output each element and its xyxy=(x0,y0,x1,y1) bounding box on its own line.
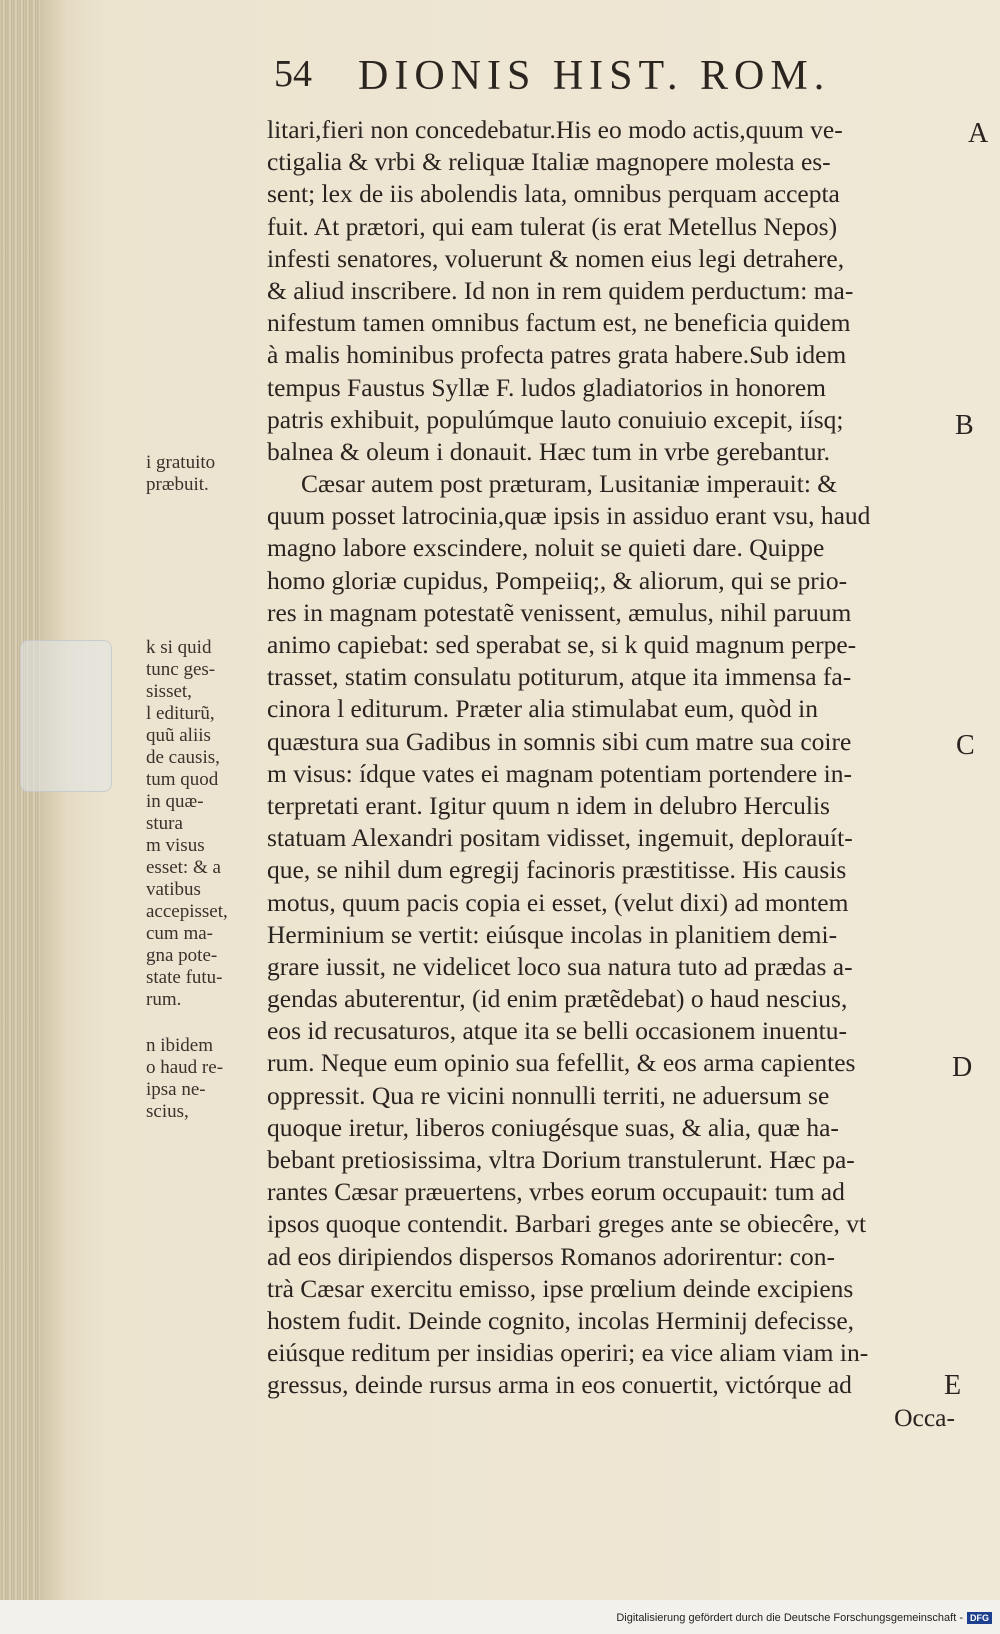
section-letter-c: C xyxy=(956,730,975,761)
main-text xyxy=(267,114,955,1434)
margin-note-line: i gratuito xyxy=(146,452,216,473)
dfg-logo: DFG xyxy=(967,1612,992,1624)
margin-note-line: vatibus xyxy=(146,879,201,900)
margin-note-line: tunc ges- xyxy=(146,659,216,680)
margin-note-line: esset: & a xyxy=(146,857,221,878)
text-line: oppressit. Qua re vicini nonnulli territi, ne aduersum se xyxy=(267,1080,830,1110)
text-line: ad eos diripiendos dispersos Romanos adorirentur: con- xyxy=(267,1241,835,1271)
text-line: patris exhibuit, populúmque lauto conuiuio excepit, iísq; xyxy=(267,404,844,434)
text-line: cinora l editurum. Præter alia stimulabat eum, quòd in xyxy=(267,694,818,724)
margin-note-line: gna pote- xyxy=(146,945,218,966)
running-title: DIONIS HIST. ROM. xyxy=(358,53,831,99)
text-line: à malis hominibus profecta patres grata habere.Sub idem xyxy=(267,340,847,370)
digitization-footer xyxy=(616,1612,992,1624)
text-line: gressus, deinde rursus arma in eos conuertit, victórque ad xyxy=(267,1370,852,1400)
text-line: sent; lex de iis abolendis lata, omnibus perquam accepta xyxy=(267,179,840,209)
margin-note-line: cum ma- xyxy=(146,923,214,944)
margin-note-line: tum quod xyxy=(146,769,219,790)
text-line: fuit. At prætori, qui eam tulerat (is erat Metellus Nepos) xyxy=(267,211,838,241)
catchword-line xyxy=(267,1402,955,1434)
text-line: & aliud inscribere. Id non in rem quidem perductum: ma- xyxy=(267,275,854,305)
text-line: hostem fudit. Deinde cognito, incolas Herminij defecisse, xyxy=(267,1305,855,1335)
text-line: que, se nihil dum egregij facinoris præstitisse. His causis xyxy=(267,855,847,885)
text-line: eiúsque reditum per insidias operiri; ea vice aliam viam in- xyxy=(267,1338,869,1368)
text-line: animo capiebat: sed sperabat se, si k quid magnum perpe- xyxy=(267,630,857,659)
page-number: 54 xyxy=(274,53,312,95)
text-line: balnea & oleum i donauit. Hæc tum in vrbe gerebantur. xyxy=(267,436,830,466)
margin-note-line: accepisset, xyxy=(146,901,228,922)
margin-note-line: k si quid xyxy=(146,637,212,658)
section-letter-d: D xyxy=(952,1052,973,1083)
margin-note-no xyxy=(146,1035,223,1123)
text-line: rantes Cæsar præuertens, vrbes eorum occupauit: tum ad xyxy=(267,1177,845,1207)
margin-note-line: l editurũ, xyxy=(146,703,215,724)
catchword: Occa- xyxy=(894,1402,955,1432)
margin-note-line: rum. xyxy=(146,989,182,1010)
text-line: trasset, statim consulatu potiturum, atque ita immensa fa- xyxy=(267,662,852,692)
text-line: nifestum tamen omnibus factum est, ne beneficia quidem xyxy=(267,308,851,338)
section-letter-b: B xyxy=(955,410,974,441)
margin-note-line: o haud re- xyxy=(146,1057,224,1078)
text-line: m visus: ídque vates ei magnam potentiam portendere in- xyxy=(267,758,852,788)
text-line: statuam Alexandri positam vidisset, ingemuit, deplorauít- xyxy=(267,823,853,853)
text-line: ctigalia & vrbi & reliquæ Italiæ magnopere molesta es- xyxy=(267,147,831,177)
text-line: quoque iretur, liberos coniugésque suas, & alia, quæ ha- xyxy=(267,1112,839,1142)
margin-note-line: scius, xyxy=(146,1101,189,1122)
plastic-clip xyxy=(20,640,112,792)
section-letter-e: E xyxy=(944,1370,962,1401)
text-line: trà Cæsar exercitu emisso, ipse prœlium deinde excipiens xyxy=(267,1273,854,1303)
margin-note-line: sisset, xyxy=(146,681,192,702)
margin-note-klm xyxy=(146,637,228,1011)
margin-note-line: præbuit. xyxy=(146,474,209,495)
text-line: gendas abuterentur, (id enim prætẽdebat) o haud nescius, xyxy=(267,984,848,1014)
text-line: terpretati erant. Igitur quum n idem in delubro Herculis xyxy=(267,790,830,820)
text-line: litari,fieri non concedebatur.His eo modo actis,quum ve- xyxy=(267,115,843,144)
margin-note-line: ipsa ne- xyxy=(146,1079,206,1100)
text-line: eos id recusaturos, atque ita se belli occasionem inuentu- xyxy=(267,1016,847,1046)
book-page-edges xyxy=(0,0,40,1600)
text-line: grare iussit, ne videlicet loco sua natura tuto ad prædas a- xyxy=(267,951,853,981)
margin-note-line: quũ aliis xyxy=(146,725,211,746)
margin-note-line: state futu- xyxy=(146,967,223,988)
section-letter-a: A xyxy=(968,118,989,149)
footer-text: Digitalisierung gefördert durch die Deutsche Forschungsgemeinschaft - xyxy=(616,1612,963,1624)
text-line: motus, quum pacis copia ei esset, (velut dixi) ad montem xyxy=(267,887,849,917)
text-line: homo gloriæ cupidus, Pompeiiq;, & aliorum, qui se prio- xyxy=(267,565,848,595)
text-line: res in magnam potestatẽ venissent, æmulus, nihil paruum xyxy=(267,597,852,627)
text-line: quæstura sua Gadibus in somnis sibi cum matre sua coire xyxy=(267,726,852,756)
margin-note-line: de causis, xyxy=(146,747,220,768)
margin-note-line: stura xyxy=(146,813,183,834)
text-line: rum. Neque eum opinio sua fefellit, & eos arma capientes xyxy=(267,1048,856,1078)
text-line: Herminium se vertit: eiúsque incolas in planitiem demi- xyxy=(267,919,838,949)
margin-note-line: m visus xyxy=(146,835,205,856)
text-line: tempus Faustus Syllæ F. ludos gladiatorios in honorem xyxy=(267,372,826,402)
margin-note-line: in quæ- xyxy=(146,791,204,812)
text-line: infesti senatores, voluerunt & nomen eius legi detrahere, xyxy=(267,243,845,273)
text-line: bebant pretiosissima, vltra Dorium transtulerunt. Hæc pa- xyxy=(267,1145,855,1174)
text-line: Cæsar autem post præturam, Lusitaniæ imperauit: & xyxy=(301,469,838,499)
text-line: magno labore exscindere, noluit se quieti dare. Quippe xyxy=(267,533,825,563)
text-line: ipsos quoque contendit. Barbari greges ante se obiecêre, vt xyxy=(267,1209,867,1239)
margin-note-line: n ibidem xyxy=(146,1035,214,1056)
margin-note-i xyxy=(146,452,215,496)
text-line: quum posset latrocinia,quæ ipsis in assiduo erant vsu, haud xyxy=(267,501,871,531)
